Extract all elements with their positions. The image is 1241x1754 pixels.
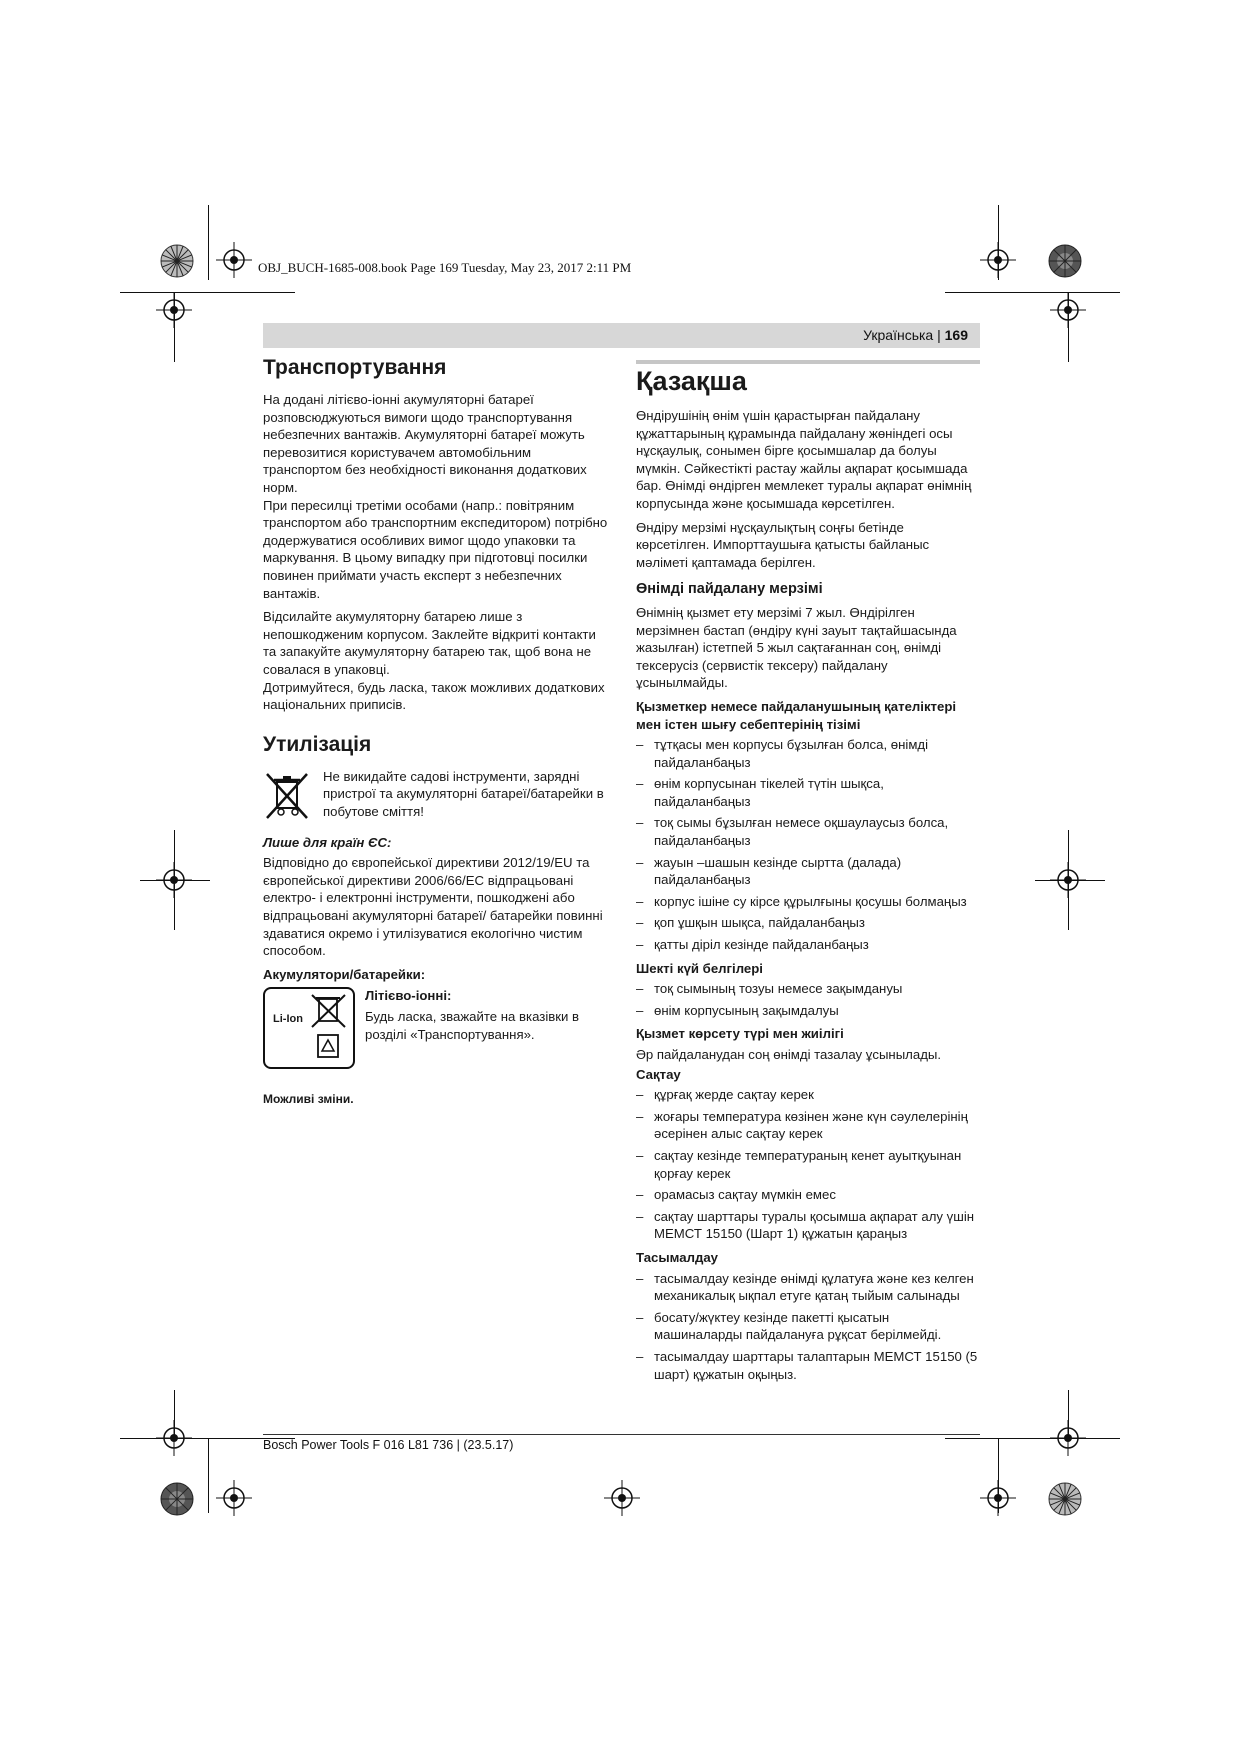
list-item: – жоғары температура көзінен және күн сәулелерінің әсерінен алыс сақтау керек xyxy=(636,1108,968,1142)
header-language: Українська xyxy=(863,327,934,343)
kazakh-heading: Қазақша xyxy=(636,366,747,396)
li-ion-notice xyxy=(263,987,608,1069)
eu-heading: Лише для країн ЄС: xyxy=(263,834,392,850)
transport-list xyxy=(636,1270,980,1384)
storage-list xyxy=(636,1086,980,1243)
header-text xyxy=(863,327,968,343)
color-bar-wheel-icon xyxy=(1048,1482,1082,1516)
color-bar-wheel-icon xyxy=(160,244,194,278)
paragraph: Әр пайдаланудан соң өнімді тазалау ұсынылады. xyxy=(636,1047,942,1062)
paragraph: На додані літієво-іонні акумуляторні батареї розповсюджуються вимоги щодо транспортування небезпечних вантажів. Акумуляторні батареї можуть перевозитися користувачем автомобільним транспортом без необхідності виконання додаткових норм. xyxy=(263,392,587,495)
disposal-icon-text: Не викидайте садові інструменти, зарядні пристрої та акумуляторні батареї/батарейки в побутове сміття! xyxy=(323,768,604,819)
footer-text: Bosch Power Tools F 016 L81 736 | (23.5.17) xyxy=(263,1438,514,1452)
list-item: – қатты діріл кезінде пайдаланбаңыз xyxy=(636,937,869,953)
gray-wheel-icon xyxy=(1048,244,1082,278)
registration-mark-icon xyxy=(156,862,192,898)
registration-mark-icon xyxy=(1050,292,1086,328)
registration-mark-icon xyxy=(216,1480,252,1516)
list-item: – қоп ұшқын шықса, пайдаланбаңыз xyxy=(636,915,865,931)
paragraph: Өндіру мерзімі нұсқаулықтың соңғы бетінде көрсетілген. Импорттаушыға қатысты байланыс мәліметі қаптамада берілген. xyxy=(636,519,930,570)
left-column xyxy=(263,355,608,1109)
registration-mark-icon xyxy=(216,242,252,278)
subject-to-change: Можливі зміни. xyxy=(263,1092,354,1107)
footer-rule xyxy=(263,1434,980,1435)
service-heading: Қызмет көрсету түрі мен жиілігі xyxy=(636,1026,844,1042)
li-ion-heading: Літієво-іонні: xyxy=(365,988,452,1004)
disposal-notice xyxy=(263,768,608,824)
list-item: – тасымалдау кезінде өнімді құлатуға және кез келген механикалық ықпал етуге қатаң тыйым салынады xyxy=(636,1270,974,1304)
limits-list xyxy=(636,980,980,1019)
registration-mark-icon xyxy=(604,1480,640,1516)
list-item: – өнім корпусының зақымдалуы xyxy=(636,1002,839,1018)
service-life-heading: Өнімді пайдалану мерзімі xyxy=(636,581,823,598)
section-rule xyxy=(636,360,980,364)
paragraph: При пересилці третіми особами (напр.: повітряним транспортом або транспортним експедитором) потрібно додержуватися особливих вимог щодо упаковки та маркування. В цьому випадку при підготовці посилки повинен приймати участь експерт з небезпечних вантажів. xyxy=(263,497,608,601)
list-item: – босату/жүктеу кезінде пакетті қысатын машиналарды пайдалануға рұқсат берілмейді. xyxy=(636,1309,942,1343)
limits-heading: Шекті күй белгілері xyxy=(636,960,763,976)
paragraph: Відсилайте акумуляторну батарею лише з непошкодженим корпусом. Заклейте відкриті контакти та запакуйте акумуляторну батарею так, щоб вона не совалася в упаковці. xyxy=(263,609,596,677)
storage-heading: Сақтау xyxy=(636,1066,681,1082)
list-item: – тасымалдау шарттары талаптарын МЕМСТ 15150 (5 шарт) құжатын оқыңыз. xyxy=(636,1348,978,1382)
list-item: – жауын –шашын кезінде сыртта (далада) пайдаланбаңыз xyxy=(636,854,902,888)
paragraph: Дотримуйтеся, будь ласка, також можливих додаткових національних приписів. xyxy=(263,679,605,713)
right-column xyxy=(636,365,980,1389)
battery-recycle-icon xyxy=(309,993,349,1063)
li-ion-label: Li-Ion xyxy=(273,1013,303,1026)
header-separator: | xyxy=(937,327,941,343)
registration-mark-icon xyxy=(980,242,1016,278)
list-item: – құрғақ жерде сақтау керек xyxy=(636,1087,814,1103)
registration-mark-icon xyxy=(156,1420,192,1456)
list-item: – өнім корпусынан тікелей түтін шықса, пайдаланбаңыз xyxy=(636,776,884,809)
list-item: – тұтқасы мен корпусы бұзылған болса, өнімді пайдаланбаңыз xyxy=(636,737,929,770)
crossed-out-bin-icon xyxy=(263,768,311,824)
transport-heading: Транспортування xyxy=(263,356,447,379)
paragraph: Відповідно до європейської директиви 2012/19/EU та європейської директиви 2006/66/EC відпрацьовані електро- і електронні інструменти, пошкоджені або відпрацьовані акумуляторні батареї/ батарейки повинні здаватися окремо і утилізуватися екологічно чистим способом. xyxy=(263,855,603,959)
transport-heading-kz: Тасымалдау xyxy=(636,1249,718,1265)
disposal-heading: Утилізація xyxy=(263,732,372,756)
list-item: – тоқ сымының тозуы немесе зақымдануы xyxy=(636,981,903,997)
registration-mark-icon xyxy=(1050,862,1086,898)
li-ion-symbol xyxy=(263,987,355,1069)
print-slug: OBJ_BUCH-1685-008.book Page 169 Tuesday, May 23, 2017 2:11 PM xyxy=(258,260,632,275)
registration-mark-icon xyxy=(156,292,192,328)
paragraph: Өндірушінің өнім үшін қарастырған пайдалану құжаттарының құрамында пайдалану жөніндегі осы нұсқаулық, сонымен бірге қосымшалар да болуы мүмкін. Сәйкестікті растау жайлы ақпарат қосымшада бар. Өнімді өндірген мемлекет туралы ақпарат өнімнің корпусында және қосымшада көрсетілген. xyxy=(636,408,972,511)
li-ion-body: Будь ласка, зважайте на вказівки в розділі «Транспортування». xyxy=(365,1009,580,1042)
running-header xyxy=(263,323,980,348)
paragraph: Өнімнің қызмет ету мерзімі 7 жыл. Өндірілген мерзімнен бастап (өндіру күні зауыт тақтайшасында жазылған) істетпей 5 жыл сақтағаннан соң, өнімді тексерусіз (сервистік тексеру) пайдалану ұсынылмайды. xyxy=(636,604,957,691)
batteries-heading: Акумулятори/батарейки: xyxy=(263,966,426,982)
gray-wheel-icon xyxy=(160,1482,194,1516)
errors-list xyxy=(636,736,980,954)
list-item: – корпус ішіне су кірсе құрылғыны қосушы болмаңыз xyxy=(636,893,967,909)
list-item: – тоқ сымы бұзылған немесе оқшаулаусыз болса, пайдаланбаңыз xyxy=(636,815,949,849)
page-number: 169 xyxy=(944,327,968,343)
registration-mark-icon xyxy=(1050,1420,1086,1456)
li-ion-text xyxy=(365,987,608,1069)
registration-mark-icon xyxy=(980,1480,1016,1516)
list-item: – сақтау кезінде температураның кенет ауытқуынан қорғау керек xyxy=(636,1147,962,1181)
errors-heading: Қызметкер немесе пайдаланушының қателіктері мен істен шығу себептерінің тізімі xyxy=(636,698,957,732)
list-item: – сақтау шарттары туралы қосымша ақпарат алу үшін МЕМСТ 15150 (Шарт 1) құжатын қараңыз xyxy=(636,1208,975,1242)
list-item: – орамасыз сақтау мүмкін емес xyxy=(636,1187,836,1203)
